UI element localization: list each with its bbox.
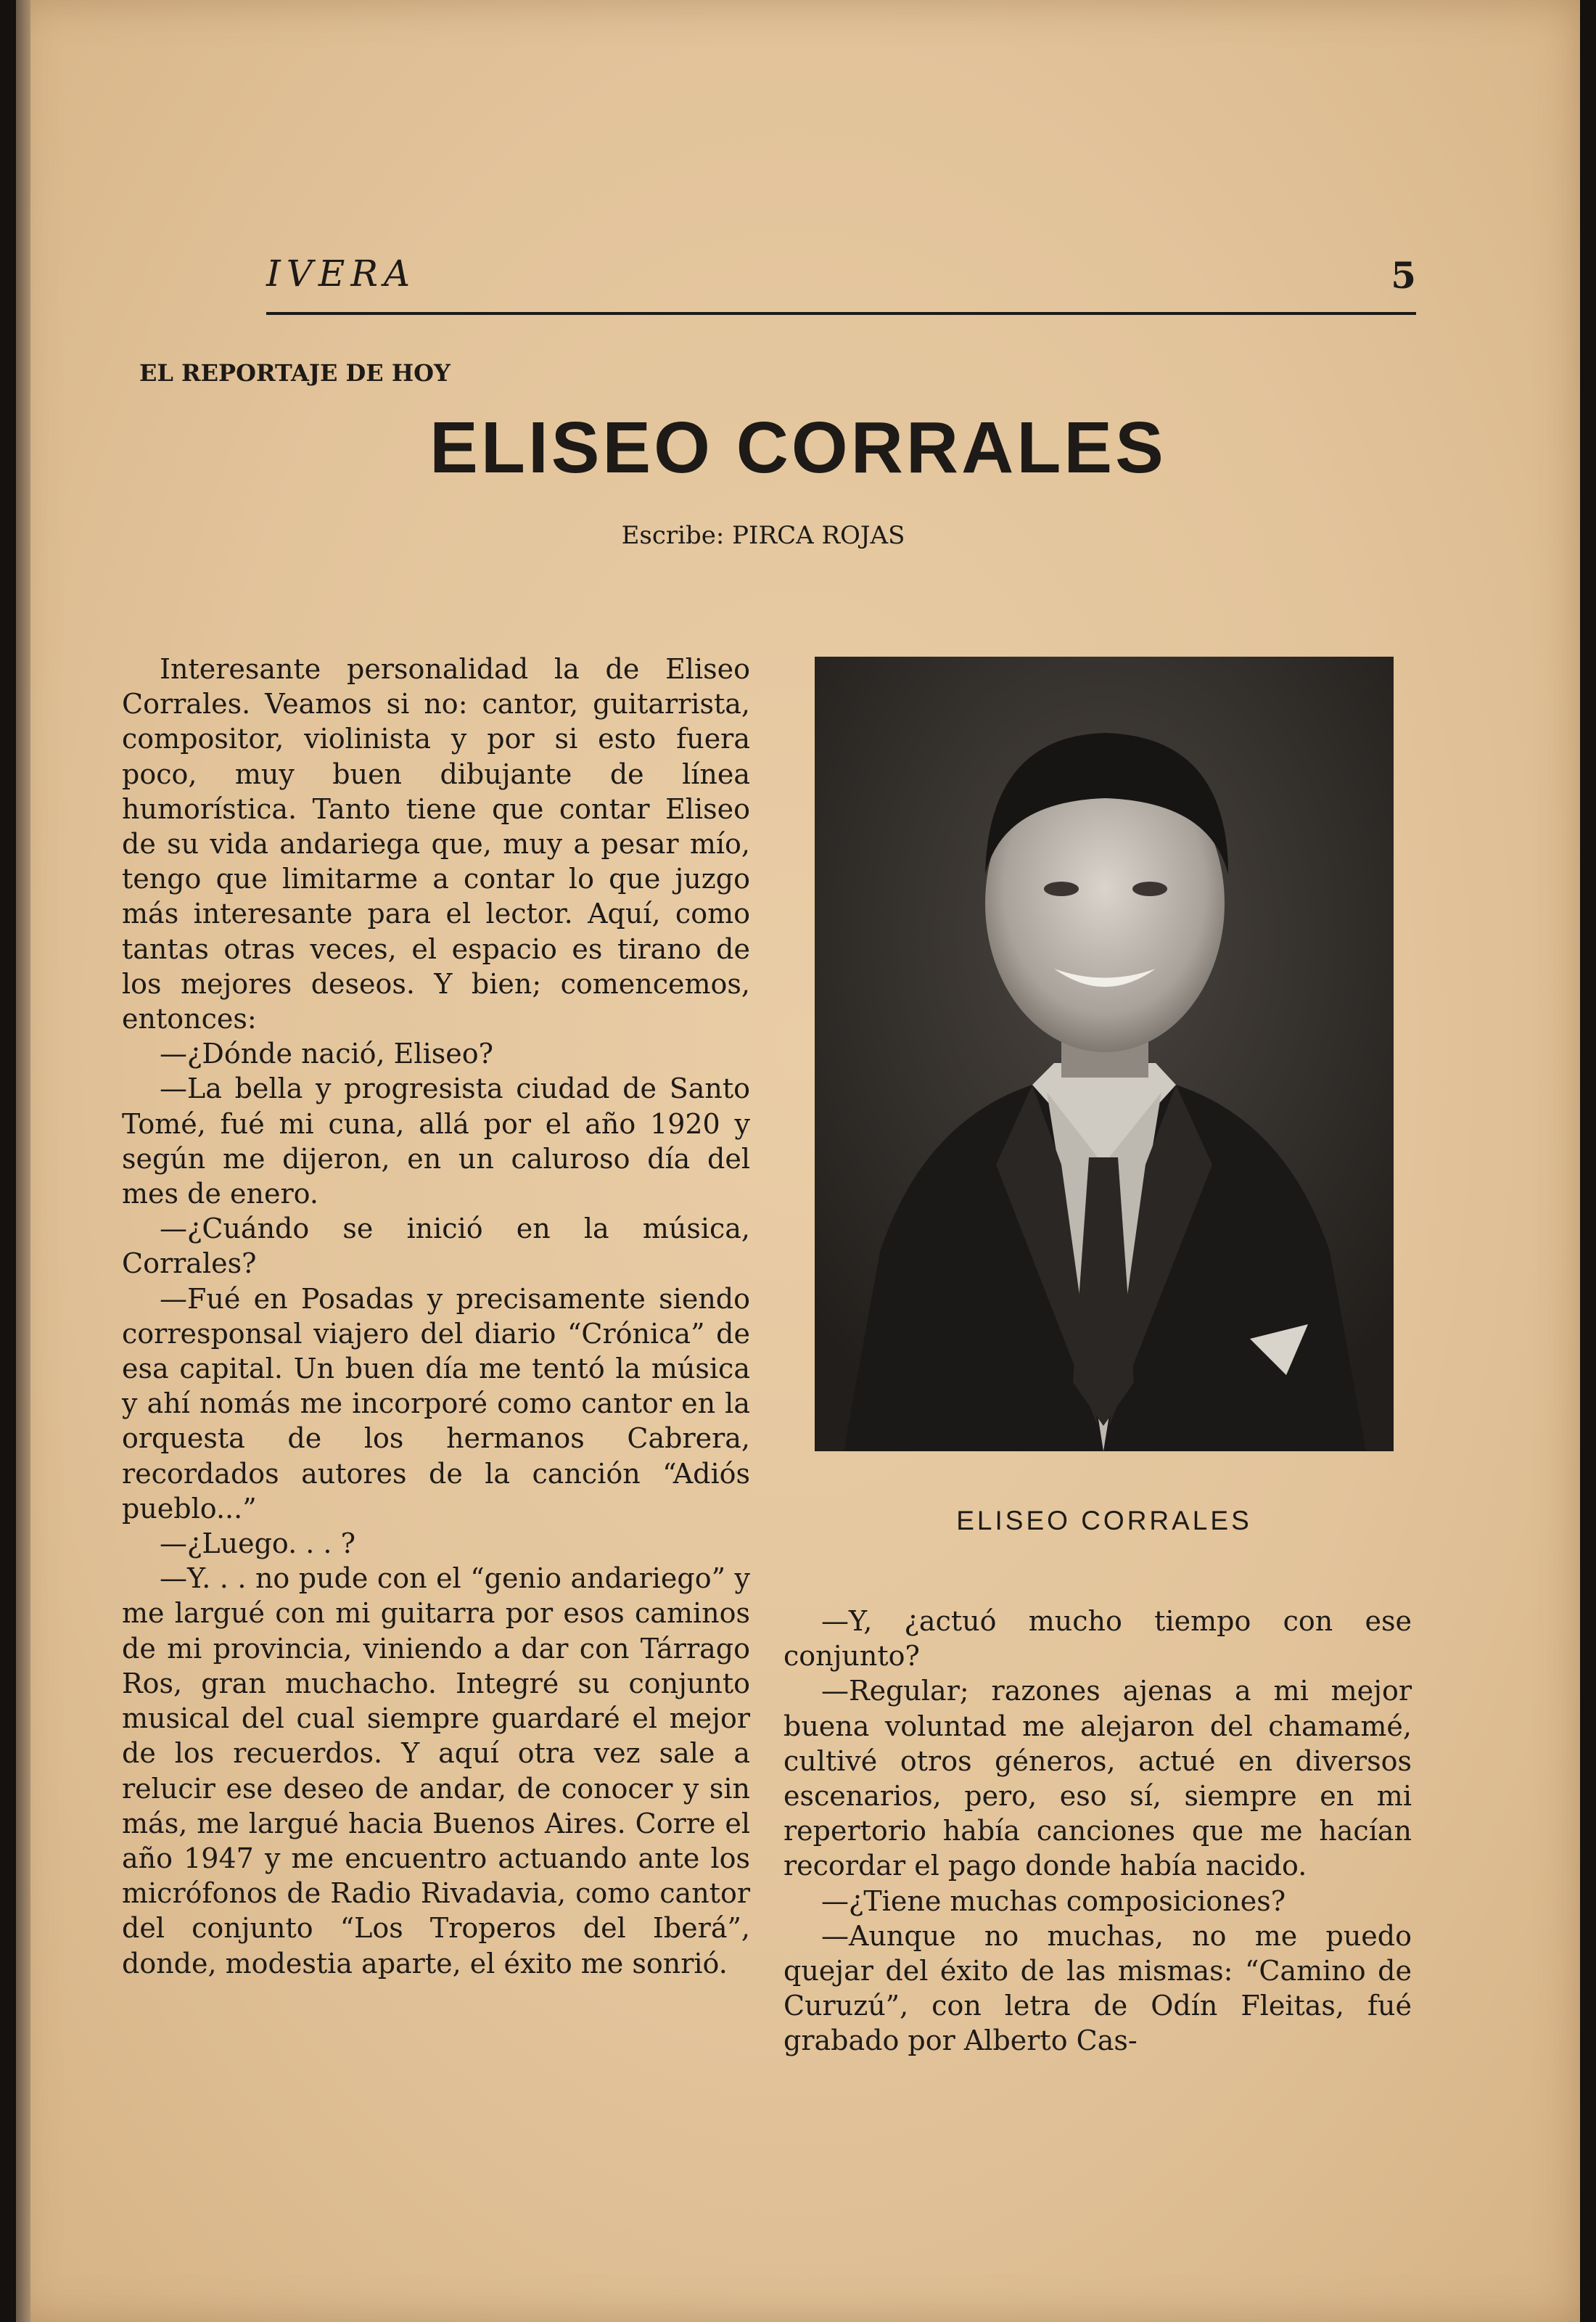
question-paragraph: —¿Luego. . . ? <box>160 1527 355 1560</box>
magazine-page <box>16 0 1580 2322</box>
question-paragraph: —¿Tiene muchas composiciones? <box>821 1884 1286 1917</box>
section-kicker: EL REPORTAJE DE HOY <box>139 359 451 387</box>
answer-paragraph: —Fué en Posadas y precisamente siendo corresponsal viajero del diario “Crónica” de esa capital. Un buen día me tentó la música y ahí nomás me incorporé como cantor en la orquesta de los hermanos Cabrera, recordados autores de la canción “Adiós pueblo...” <box>122 1282 750 1525</box>
answer-paragraph: —La bella y progresista ciudad de Santo Tomé, fué mi cuna, allá por el año 1920 y según me dijeron, en un caluroso día del mes de enero. <box>122 1072 750 1210</box>
page-spine <box>16 0 30 2322</box>
right-column <box>783 1604 1412 2059</box>
photo-caption: ELISEO CORRALES <box>956 1506 1252 1535</box>
running-title: IVERA <box>266 253 416 295</box>
left-column <box>122 652 750 1981</box>
intro-paragraph: Interesante personalidad la de Eliseo Corrales. Veamos si no: cantor, guitarrista, compositor, violinista y por si esto fuera poco, muy buen dibujante de línea humorística. Tanto tiene que contar Eliseo de su vida andariega que, muy a pesar mío, tengo que limitarme a contar lo que juzgo más interesante para el lector. Aquí, como tantas otras veces, el espacio es tirano de los mejores deseos. Y bien; comencemos, entonces: <box>122 653 750 1035</box>
answer-paragraph: —Aunque no muchas, no me puedo quejar del éxito de las mismas: “Camino de Curuzú”, con letra de Odín Fleitas, fué grabado por Alberto Cas- <box>783 1919 1412 2057</box>
question-paragraph: —¿Cuándo se inició en la música, Corrales? <box>122 1213 750 1280</box>
question-paragraph: —Y, ¿actuó mucho tiempo con ese conjunto? <box>783 1605 1412 1673</box>
portrait-photo <box>815 657 1394 1451</box>
portrait-illustration <box>815 657 1394 1451</box>
question-paragraph: —¿Dónde nació, Eliseo? <box>160 1038 493 1070</box>
answer-paragraph: —Y. . . no pude con el “genio andariego” y me largué con mi guitarra por esos caminos de mi provincia, viniendo a dar con Tárrago Ros, gran muchacho. Integré su conjunto musical del cual siempre guardaré el mejor de los recuerdos. Y aquí otra vez sale a relucir ese deseo de andar, de conocer y sin más, me largué hacia Buenos Aires. Corre el año 1947 y me encuentro actuando ante los micrófonos de Radio Rivadavia, como cantor del conjunto “Los Troperos del Iberá”, donde, modestia aparte, el éxito me sonrió. <box>122 1562 750 1980</box>
article-title: ELISEO CORRALES <box>429 407 1167 488</box>
answer-paragraph: —Regular; razones ajenas a mi mejor buena voluntad me alejaron del chamamé, cultivé otros géneros, actué en diversos escenarios, pero, eso sí, siempre en mi repertorio había canciones que me hacían recordar el pago donde había nacido. <box>783 1675 1412 1882</box>
article-byline: Escribe: PIRCA ROJAS <box>621 521 905 550</box>
page-number: 5 <box>1391 254 1416 297</box>
running-header <box>266 247 1416 315</box>
